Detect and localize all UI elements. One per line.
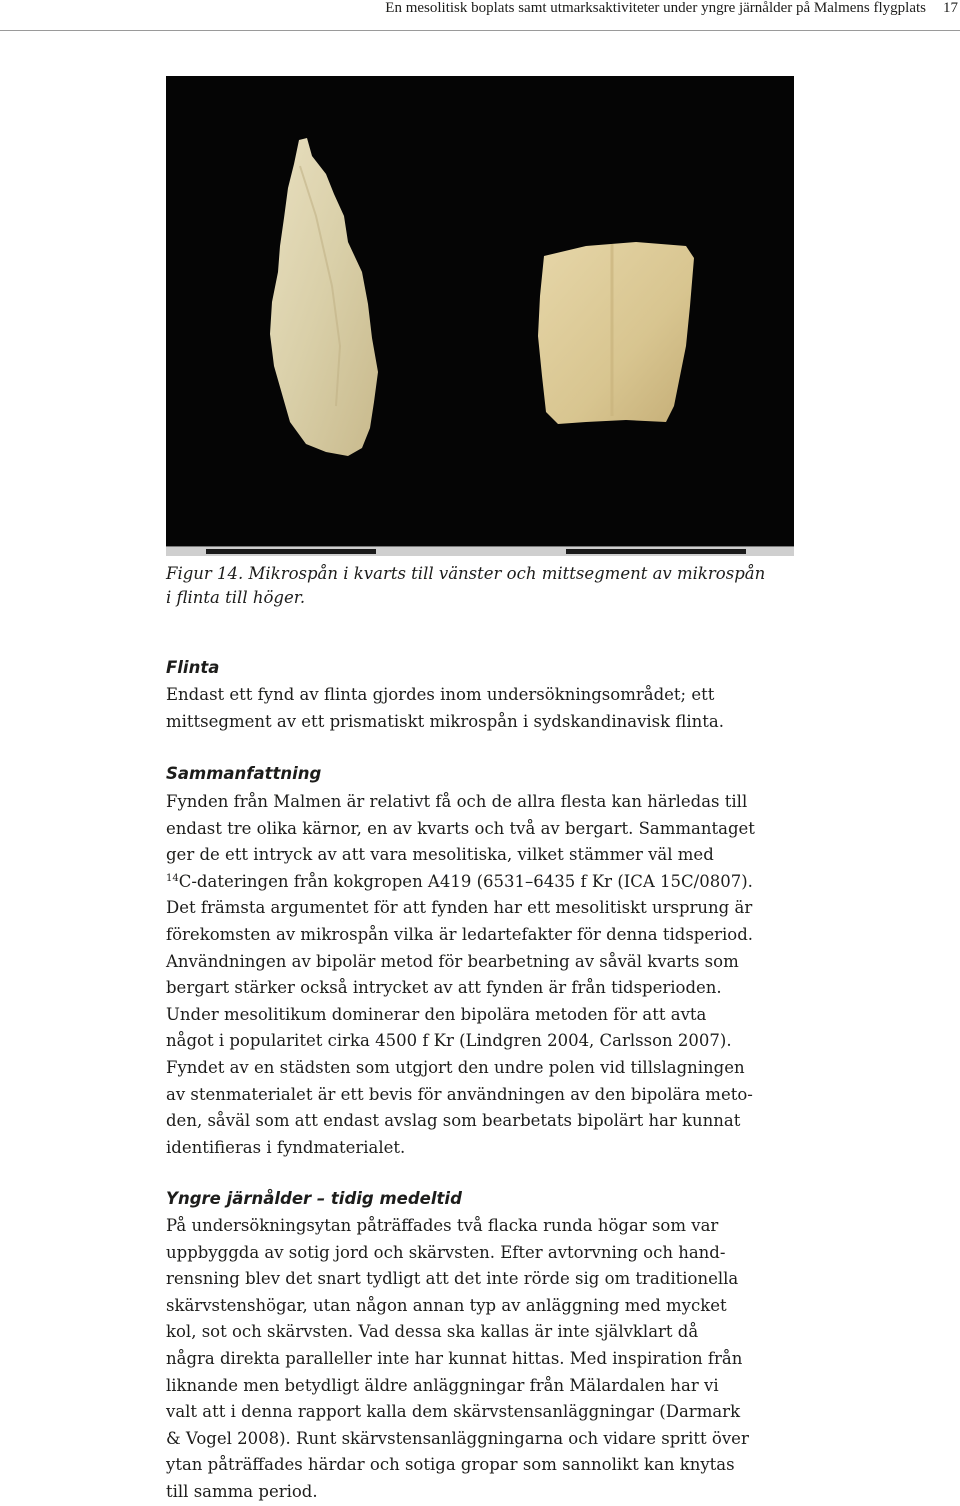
paragraph-line: den, såväl som att endast avslag som bearbetats bipolärt har kunnat [166,1111,741,1131]
heading-yngre-jarnalder: Yngre järnålder – tidig medeltid [166,1189,462,1208]
paragraph-line: På undersökningsytan påträffades två flacka runda högar som var [166,1216,719,1235]
superscript-14: 14 [166,872,179,884]
paragraph-line: liknande men betydligt äldre anläggningar från Mälardalen har vi [166,1375,719,1395]
paragraph-line: skärvstenshögar, utan någon annan typ av anläggning med mycket [166,1295,727,1315]
paragraph-sammanfattning [166,789,806,1161]
paragraph-line: endast tre olika kärnor, en av kvarts och två av bergart. Sammantaget [166,818,755,838]
paragraph-line: Användningen av bipolär metod för bearbetning av såväl kvarts som [166,951,739,971]
paragraph-line: Det främsta argumentet för att fynden har ett mesolitiskt ursprung är [166,898,753,918]
paragraph-line-with-superscript [166,869,806,896]
paragraph-line: förekomsten av mikrospån vilka är ledartefakter för denna tidsperiod. [166,924,754,944]
paragraph-line: ytan påträffades härdar och sotiga gropar som sannolikt kan knytas [166,1455,735,1475]
flint-midsegment [538,242,694,424]
heading-sammanfattning: Sammanfattning [166,764,322,783]
paragraph-line: uppbyggda av sotig jord och skärvsten. Efter avtorvning och hand- [166,1242,726,1262]
paragraph-line: & Vogel 2008). Runt skärvstensanläggningarna och vidare spritt över [166,1428,749,1448]
paragraph-line: ger de ett intryck av att vara mesolitiska, vilket stämmer väl med [166,845,714,865]
running-header [0,0,960,31]
page-number: 17 [943,0,958,16]
paragraph-line: av stenmaterialet är ett bevis för användningen av den bipolära meto- [166,1084,753,1104]
paragraph-line: Fyndet av en städsten som utgjort den undre polen vid tillslagningen [166,1057,745,1077]
paragraph-line: bergart stärker också intrycket av att fynden är från tidsperioden. [166,978,722,998]
paragraph-flinta [166,682,806,735]
figure-caption-line-1: Figur 14. Mikrospån i kvarts till vänster och mittsegment av mikrospån [166,564,766,583]
figure-caption-line-2: i flinta till höger. [166,588,306,607]
paragraph-yngre-jarnalder [166,1213,806,1506]
paragraph-line-text: C-dateringen från kokgropen A419 (6531–6435 f Kr (ICA 15C/0807). [178,871,753,891]
paragraph-line: något i popularitet cirka 4500 f Kr (Lindgren 2004, Carlsson 2007). [166,1031,732,1051]
figure-caption [166,562,806,610]
paragraph-line: valt att i denna rapport kalla dem skärvstensanläggningar (Darmark [166,1402,741,1422]
artifact-photo-drawing [166,76,794,546]
paragraph-line: kol, sot och skärvsten. Vad dessa ska kallas är inte självklart då [166,1322,699,1342]
paragraph-line: Under mesolitikum dominerar den bipolära metoden för att avta [166,1004,707,1024]
paragraph-line: identifieras i fyndmaterialet. [166,1137,406,1157]
scale-bar [166,546,794,556]
paragraph-line: Endast ett fynd av flinta gjordes inom undersökningsområdet; ett [166,685,715,704]
artifact-photo [166,76,794,546]
paragraph-line: mittsegment av ett prismatiskt mikrospån i sydskandinavisk flinta. [166,711,725,731]
paragraph-line: till samma period. [166,1481,318,1501]
paragraph-line: rensning blev det snart tydligt att det inte rörde sig om traditionella [166,1269,739,1289]
running-header-title: En mesolitisk boplats samt utmarksaktiviteter under yngre järnålder på Malmens flygplats [385,0,926,16]
paragraph-line: Fynden från Malmen är relativt få och de allra flesta kan härledas till [166,792,748,811]
paragraph-line: några direkta paralleller inte har kunnat hittas. Med inspiration från [166,1348,743,1368]
heading-flinta: Flinta [166,658,220,677]
